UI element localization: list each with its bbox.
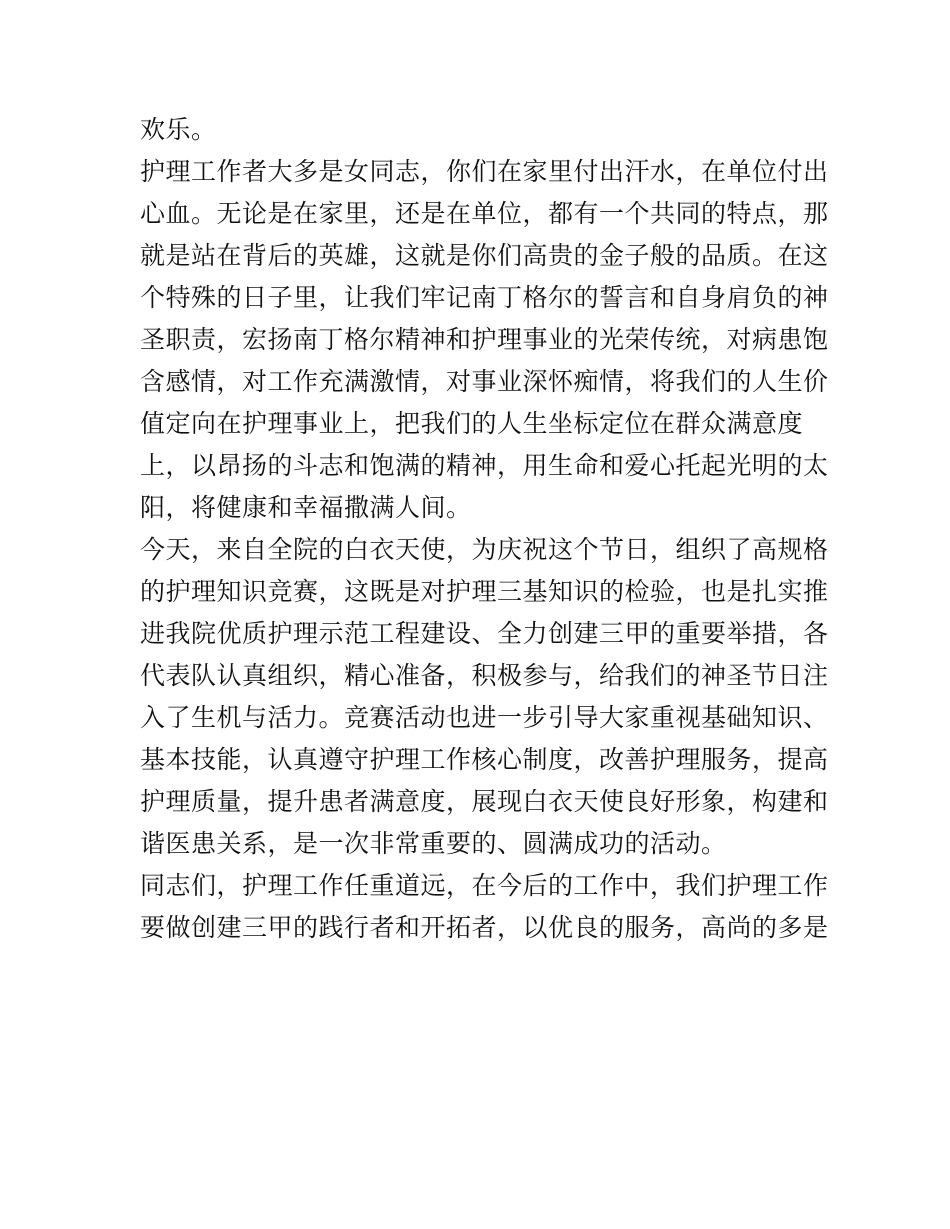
paragraph-1 (140, 109, 820, 151)
text-line: 护理质量，提升患者满意度，展现白衣天使良好形象，构建和 (140, 787, 829, 816)
text-line: 同志们，护理工作任重道远，在今后的工作中，我们护理工作 (140, 871, 829, 900)
text-line: 代表队认真组织，精心准备，积极参与，给我们的神圣节日注 (140, 661, 829, 690)
text-line: 欢乐。 (140, 115, 217, 144)
text-line: 入了生机与活力。竞赛活动也进一步引导大家重视基础知识、 (140, 703, 829, 732)
text-line: 阳，将健康和幸福撒满人间。 (140, 493, 472, 522)
text-line: 心血。无论是在家里，还是在单位，都有一个共同的特点，那 (140, 199, 829, 228)
text-line: 值定向在护理事业上，把我们的人生坐标定位在群众满意度 (140, 409, 804, 438)
text-line: 的护理知识竞赛，这既是对护理三基知识的检验，也是扎实推 (140, 577, 829, 606)
paragraph-2 (140, 151, 829, 529)
text-line: 要做创建三甲的践行者和开拓者，以优良的服务，高尚的多是 (140, 913, 829, 942)
text-line: 上，以昂扬的斗志和饱满的精神，用生命和爱心托起光明的太 (140, 451, 829, 480)
text-line: 基本技能，认真遵守护理工作核心制度，改善护理服务，提高 (140, 745, 829, 774)
text-line: 进我院优质护理示范工程建设、全力创建三甲的重要举措，各 (140, 619, 829, 648)
text-line: 就是站在背后的英雄，这就是你们高贵的金子般的品质。在这 (140, 241, 829, 270)
text-line: 含感情，对工作充满激情，对事业深怀痴情，将我们的人生价 (140, 367, 829, 396)
paragraph-3 (140, 529, 829, 865)
text-line: 谐医患关系，是一次非常重要的、圆满成功的活动。 (140, 829, 727, 858)
text-line: 个特殊的日子里，让我们牢记南丁格尔的誓言和自身肩负的神 (140, 283, 829, 312)
document-body (140, 109, 829, 949)
paragraph-4 (140, 865, 829, 949)
text-line: 护理工作者大多是女同志，你们在家里付出汗水，在单位付出 (140, 157, 829, 186)
text-line: 圣职责，宏扬南丁格尔精神和护理事业的光荣传统，对病患饱 (140, 325, 829, 354)
text-line: 今天，来自全院的白衣天使，为庆祝这个节日，组织了高规格 (140, 535, 829, 564)
